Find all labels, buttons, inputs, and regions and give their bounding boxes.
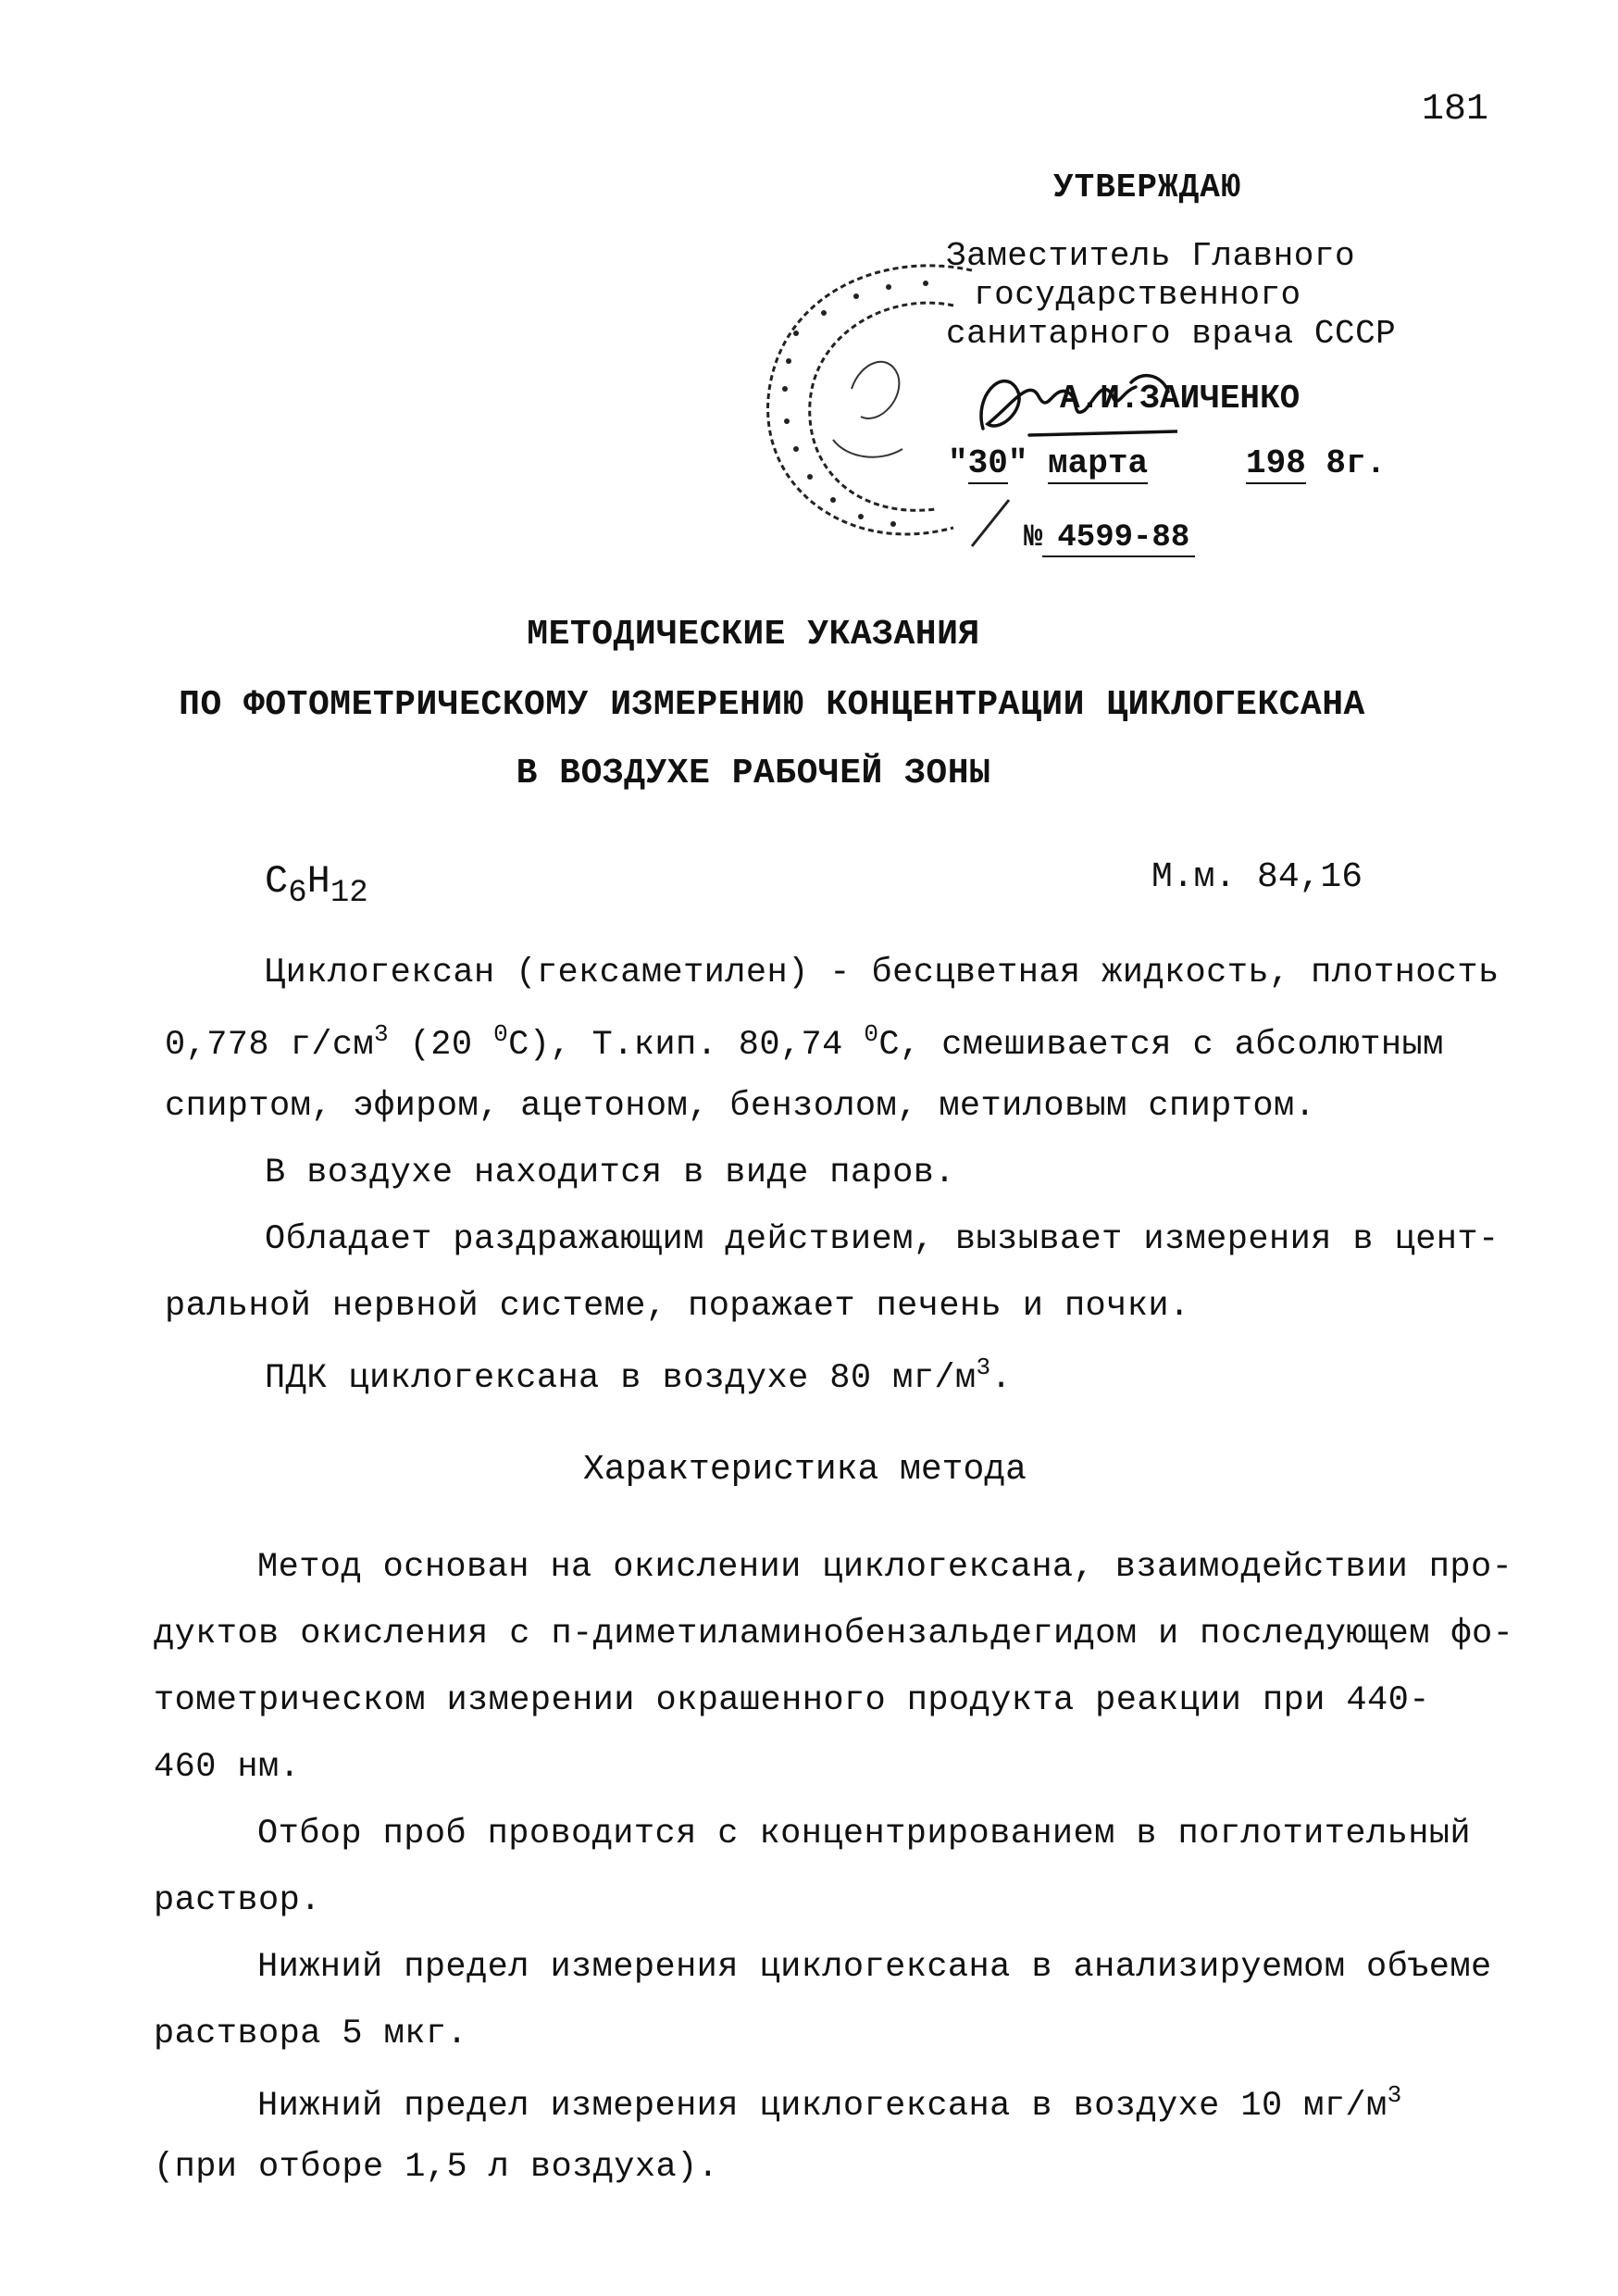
formula-c-sub: 6: [288, 876, 307, 911]
date-close-quote: ": [1007, 444, 1028, 482]
description-line-3: спиртом, эфиром, ацетоном, бензолом, метиловым спиртом.: [165, 1087, 1316, 1126]
approver-name: А.И.ЗАИЧЕНКО: [1060, 380, 1301, 418]
boiling-text: С), Т.кип. 80,74: [508, 1026, 865, 1065]
approval-position-line-1: Заместитель Главного: [946, 237, 1356, 275]
description-line-1: Циклогексан (гексаметилен) - бесцветная жидкость, плотность: [265, 954, 1500, 992]
number-label: №: [1024, 520, 1043, 555]
formula-c: C: [265, 859, 289, 904]
temp-sup: 0: [493, 1020, 509, 1048]
document-title-line-3: В ВОЗДУХЕ РАБОЧЕЙ ЗОНЫ: [516, 754, 991, 793]
description-line-7: [265, 1354, 1012, 1398]
number-value: 4599-88: [1042, 520, 1195, 557]
method-line-5: Отбор проб проводится с концентрированием в поглотительный: [257, 1815, 1472, 1853]
year-suffix: г.: [1346, 444, 1387, 482]
document-title-line-2: ПО ФОТОМЕТРИЧЕСКОМУ ИЗМЕРЕНИЮ КОНЦЕНТРАЦИИ ЦИКЛОГЕКСАНА: [179, 685, 1365, 725]
approval-position-line-2: государственного: [974, 276, 1301, 314]
description-line-6: ральной нервной системе, поражает печень и почки.: [165, 1287, 1190, 1326]
chemical-formula: [265, 859, 368, 911]
approval-year: [1246, 444, 1386, 484]
air-limit-text: Нижний предел измерения циклогексана в воздухе 10 мг/м: [257, 2087, 1388, 2126]
pdk-sup: 3: [976, 1354, 991, 1381]
date-open-quote: ": [948, 444, 968, 482]
method-line-7: Нижний предел измерения циклогексана в анализируемом объеме: [257, 1948, 1492, 1987]
date-month: марта: [1048, 444, 1149, 482]
temp-text: (20: [389, 1026, 494, 1065]
description-line-5: Обладает раздражающим действием, вызывает измерения в цент-: [265, 1220, 1500, 1259]
description-line-4: В воздухе находится в виде паров.: [265, 1154, 955, 1192]
miscible-text: С, смешивается с абсолютным: [878, 1026, 1444, 1065]
formula-h: H: [306, 859, 330, 904]
air-limit-sup: 3: [1387, 2081, 1402, 2109]
approval-number: [1024, 520, 1195, 557]
density-sup: 3: [374, 1020, 390, 1048]
page-number: 181: [1422, 89, 1489, 131]
pdk-text: ПДК циклогексана в воздухе 80 мг/м: [265, 1359, 977, 1398]
pdk-period: .: [990, 1359, 1013, 1398]
approval-position-line-3: санитарного врача СССР: [946, 315, 1397, 353]
method-line-1: Метод основан на окислении циклогексана, взаимодействии про-: [257, 1548, 1513, 1587]
density-text: 0,778 г/см: [165, 1026, 375, 1065]
formula-h-sub: 12: [330, 876, 368, 911]
boiling-sup: 0: [864, 1020, 879, 1048]
approval-heading: УТВЕРЖДАЮ: [1053, 168, 1242, 206]
document-title-line-1: МЕТОДИЧЕСКИЕ УКАЗАНИЯ: [527, 615, 980, 655]
date-day: 30: [967, 444, 1008, 482]
year-digit: 8: [1326, 444, 1347, 482]
approval-date: [948, 444, 1148, 484]
description-line-2: [165, 1020, 1444, 1065]
method-line-4: 460 нм.: [154, 1748, 301, 1787]
method-line-3: тометрическом измерении окрашенного продукта реакции при 440-: [154, 1681, 1430, 1720]
method-line-2: дуктов окисления с п-диметиламинобензальдегидом и последующем фо-: [154, 1615, 1514, 1653]
method-line-9: [257, 2081, 1402, 2126]
method-line-8: раствора 5 мкг.: [154, 2015, 468, 2053]
method-line-10: (при отборе 1,5 л воздуха).: [154, 2148, 719, 2187]
method-heading: Характеристика метода: [583, 1450, 1027, 1490]
molar-mass: М.м. 84,16: [1151, 857, 1363, 897]
year-prefix: 198: [1246, 444, 1306, 482]
method-line-6: раствор.: [154, 1881, 321, 1920]
